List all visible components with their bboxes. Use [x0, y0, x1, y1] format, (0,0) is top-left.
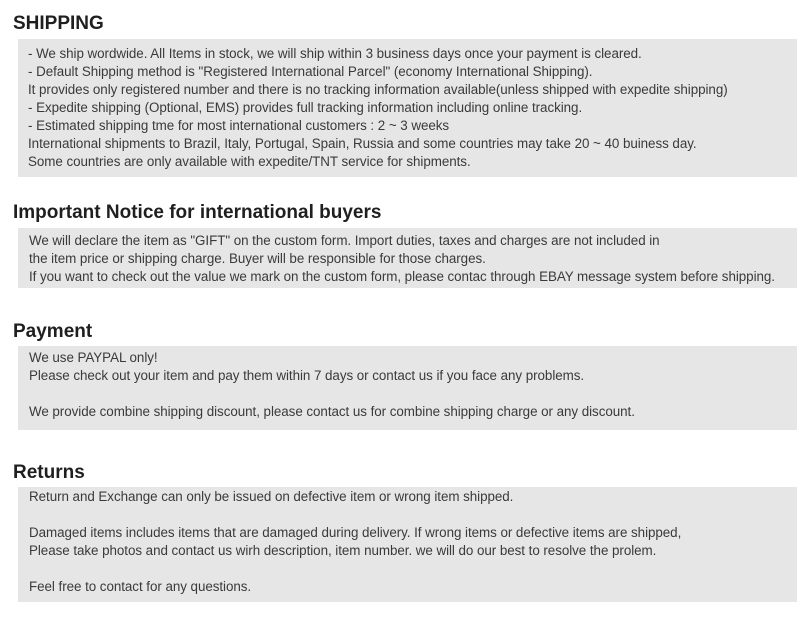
notice-line: If you want to check out the value we mark on the custom form, please contac through EBAY message system before shipping.	[29, 269, 775, 284]
shipping-section	[18, 39, 797, 177]
shipping-line: - Estimated shipping tme for most international customers : 2 ~ 3 weeks	[28, 118, 450, 133]
shipping-line: Some countries are only available with expedite/TNT service for shipments.	[28, 154, 471, 169]
spacer	[29, 385, 797, 403]
notice-line: the item price or shipping charge. Buyer will be responsible for those charges.	[29, 251, 486, 266]
spacer	[29, 506, 797, 524]
payment-heading: Payment	[13, 321, 93, 342]
notice-line: We will declare the item as "GIFT" on the custom form. Import duties, taxes and charges are not included in	[29, 233, 660, 248]
notice-heading: Important Notice for international buyers	[13, 202, 382, 223]
returns-heading: Returns	[13, 462, 85, 483]
shipping-line: - Expedite shipping (Optional, EMS) provides full tracking information including online tracking.	[28, 100, 583, 115]
shipping-heading: SHIPPING	[13, 13, 104, 34]
shipping-line: - Default Shipping method is "Registered International Parcel" (economy International Shipping).	[28, 64, 593, 79]
payment-line: Please check out your item and pay them within 7 days or contact us if you face any problems.	[29, 368, 585, 383]
returns-line: Damaged items includes items that are damaged during delivery. If wrong items or defective items are shipped,	[29, 525, 682, 540]
returns-line: Return and Exchange can only be issued on defective item or wrong item shipped.	[29, 489, 514, 504]
payment-line: We use PAYPAL only!	[29, 350, 158, 365]
returns-line: Please take photos and contact us wirh description, item number. we will do our best to resolve the prolem.	[29, 543, 657, 558]
shipping-line: - We ship wordwide. All Items in stock, we will ship within 3 business days once your payment is cleared.	[28, 46, 642, 61]
shipping-line: It provides only registered number and there is no tracking information available(unless shipped with expedite shipping)	[28, 82, 728, 97]
shipping-line: International shipments to Brazil, Italy, Portugal, Spain, Russia and some countries may take 20 ~ 40 buiness day.	[28, 136, 697, 151]
payment-section	[18, 346, 797, 430]
notice-section	[18, 228, 797, 288]
returns-section	[18, 487, 797, 602]
payment-line: We provide combine shipping discount, please contact us for combine shipping charge or any discount.	[29, 404, 635, 419]
returns-line: Feel free to contact for any questions.	[29, 579, 252, 594]
spacer	[29, 560, 797, 578]
